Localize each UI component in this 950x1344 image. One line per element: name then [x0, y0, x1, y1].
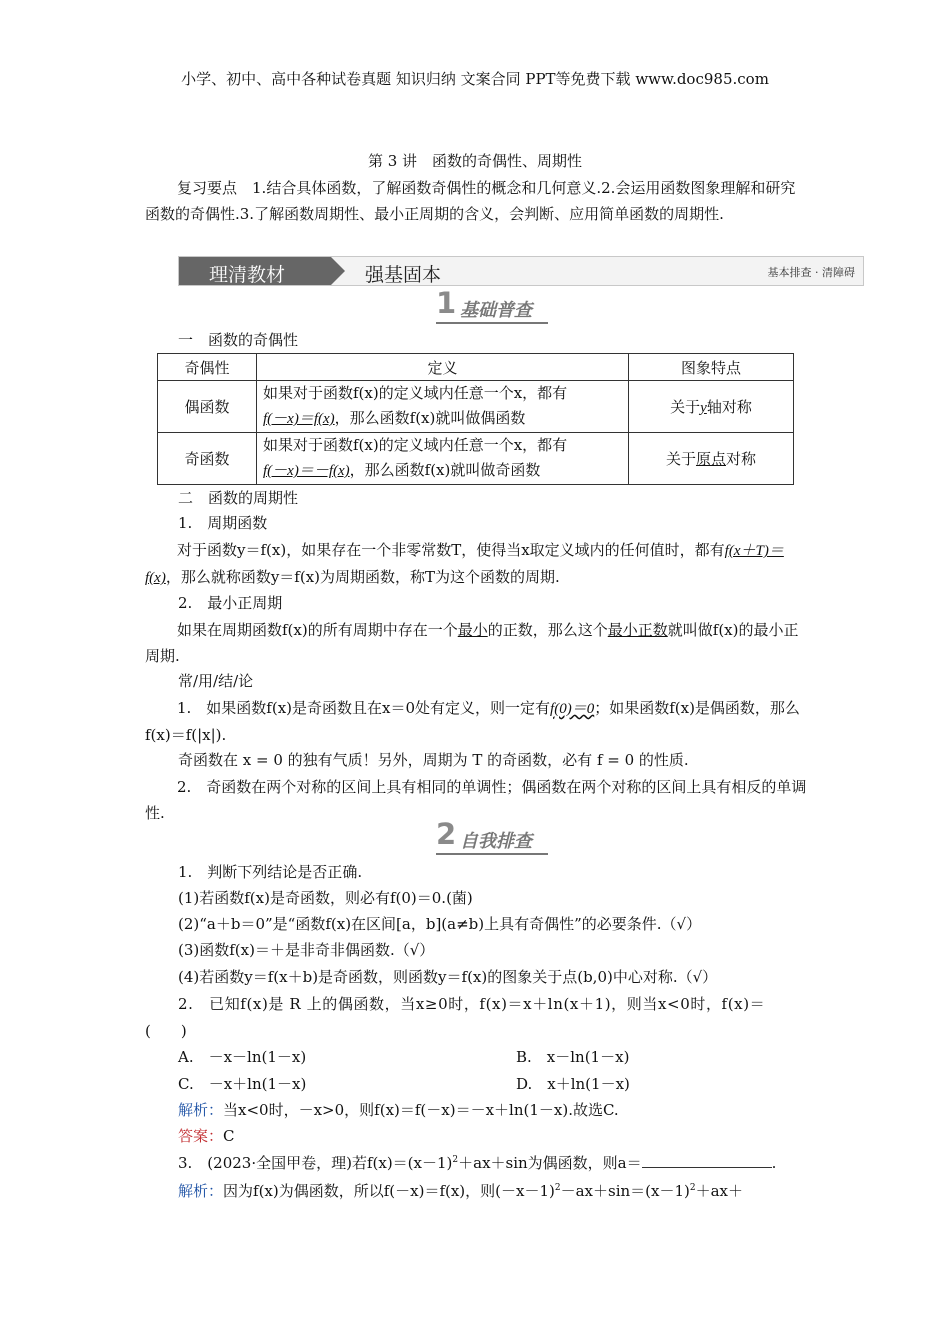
conclusions-label: 常/用/结/论: [178, 672, 254, 690]
q3-text: 3. (2023·全国甲卷，理)若f(x)＝(x－1): [178, 1154, 453, 1172]
section-banner: [178, 256, 864, 286]
feature-pre: 关于: [670, 398, 701, 416]
q3-sup: 2: [452, 1155, 459, 1165]
analysis-text: －ax＋sin＝(x－1): [560, 1182, 690, 1200]
banner-tag: 基本排查 · 清障碍: [767, 266, 855, 279]
def-line: 如果对于函数f(x)的定义域内任意一个x，都有: [263, 436, 568, 454]
section-number: 1: [436, 286, 457, 320]
review-points: [145, 175, 807, 227]
review-label: 复习要点: [177, 179, 238, 197]
section-badge-self-check: [436, 817, 548, 855]
section-label: 基础普查: [460, 300, 532, 321]
q1-item: (1)若函数f(x)是奇函数，则必有f(0)＝0.(菌): [178, 889, 473, 907]
row-name: 奇函数: [158, 433, 257, 485]
q3-analysis: [178, 1180, 743, 1201]
row-feature: [629, 433, 794, 485]
analysis-text: ＋ax＋: [695, 1182, 744, 1200]
min-period-text: 如果在周期函数f(x)的所有周期中存在一个: [177, 621, 458, 639]
site-header-text: 小学、初中、高中各种试卷真题 知识归纳 文案合同 PPT等免费下载 www.doc985.com: [181, 70, 769, 88]
answer-value: C: [223, 1127, 235, 1145]
feature-post: 对称: [726, 450, 757, 468]
feature-post: 轴对称: [706, 398, 752, 416]
q3-end: .: [771, 1154, 777, 1172]
feature-key: 原点: [695, 450, 726, 468]
section-number: 2: [436, 817, 457, 851]
def-line: [263, 406, 622, 432]
option-c[interactable]: C. －x＋ln(1－x): [178, 1075, 307, 1093]
banner-notch: [331, 257, 345, 285]
heading-period: 二 函数的周期性: [178, 489, 299, 507]
section-label: 自我排查: [460, 831, 532, 852]
table-header: 图象特点: [629, 354, 794, 381]
table-row: [158, 381, 794, 433]
min-period-definition: [145, 617, 807, 669]
row-definition: [257, 433, 629, 485]
feature-pre: 关于: [665, 450, 696, 468]
heading-parity: 一 函数的奇偶性: [178, 331, 299, 349]
conclusion-key: f(0)＝0: [550, 701, 595, 717]
q2-paren: ( ): [145, 1022, 187, 1040]
def-line: [263, 458, 622, 484]
def-condition: f(－x)＝－f(x): [263, 463, 350, 479]
analysis-text: 当x<0时，－x>0，则f(x)＝f(－x)＝－x＋ln(1－x).故选C.: [223, 1101, 619, 1119]
table-header: 定义: [257, 354, 629, 381]
parity-table: [157, 353, 794, 485]
answer-label: 答案：: [178, 1127, 224, 1145]
row-feature: [629, 381, 794, 433]
min-period-text: 的正数，那么这个: [487, 621, 608, 639]
periodic-definition: [145, 537, 807, 591]
def-condition: f(－x)＝f(x): [263, 411, 335, 427]
periodic-text: ，那么就称函数y＝f(x)为周期函数，称T为这个函数的周期.: [165, 568, 560, 586]
q3-stem: [178, 1152, 776, 1173]
analysis-text: 因为f(x)为偶函数，所以f(－x)＝f(x)，则(－x－1): [223, 1182, 555, 1200]
q1-item: (3)函数f(x)＝＋是非奇非偶函数.（√）: [178, 941, 435, 959]
row-definition: [257, 381, 629, 433]
min-period-text: 就叫做f(x)的最小正周期.: [145, 621, 799, 665]
conclusion-note: 奇函数在 x = 0 的独有气质！另外，周期为 T 的奇函数，必有 f = 0 的性质.: [178, 751, 689, 769]
def-line: 如果对于函数f(x)的定义域内任意一个x，都有: [263, 384, 568, 402]
banner-left-label: 理清教材: [209, 264, 286, 286]
feature-key: y: [700, 400, 707, 416]
table-header: 奇偶性: [158, 354, 257, 381]
q1-item: (2)“a＋b＝0”是“函数f(x)在区间[a，b](a≠b)上具有奇偶性”的必要条件.（√）: [178, 915, 702, 933]
q1-item: (4)若函数y＝f(x＋b)是奇函数，则函数y＝f(x)的图象关于点(b,0)中心对称.（√）: [178, 968, 718, 986]
q3-text: ＋ax＋sin为偶函数，则a＝: [458, 1154, 642, 1172]
min-period-key: 最小正数: [607, 621, 668, 639]
q3-sup: 2: [689, 1183, 696, 1193]
sub-heading-min-period: 2. 最小正周期: [178, 594, 283, 612]
section-badge-basic: [436, 286, 548, 324]
table-header-row: [158, 354, 794, 381]
conclusion-1: [145, 695, 807, 748]
review-text: 1.结合具体函数，了解函数奇偶性的概念和几何意义.2.会运用函数图象理解和研究函数的奇偶性.3.了解函数周期性、最小正周期的含义，会判断、应用简单函数的周期性.: [145, 179, 796, 223]
conclusion-text: 1. 如果函数f(x)是奇函数且在x＝0处有定义，则一定有: [177, 699, 551, 717]
q2-stem: 2. 已知f(x)是 R 上的偶函数，当x≥0时，f(x)＝x＋ln(x＋1)，则当x<0时，f(x)＝: [178, 995, 766, 1013]
q2-analysis: [178, 1099, 619, 1120]
conclusion-2: 2. 奇函数在两个对称的区间上具有相同的单调性；偶函数在两个对称的区间上具有相反的单调性.: [145, 778, 807, 822]
page-title: 第 3 讲 函数的奇偶性、周期性: [367, 152, 583, 170]
analysis-label: 解析：: [178, 1101, 224, 1119]
sub-heading-periodic: 1. 周期函数: [178, 514, 268, 532]
periodic-key: f(x＋T)＝f(x): [145, 543, 784, 586]
option-b[interactable]: B. x－ln(1－x): [516, 1048, 630, 1066]
row-name: 偶函数: [158, 381, 257, 433]
table-row: [158, 433, 794, 485]
analysis-label: 解析：: [178, 1182, 224, 1200]
option-d[interactable]: D. x＋ln(1－x): [516, 1075, 630, 1093]
conclusion-text: ；如果函数f(x)是偶函数，那么f(x)＝f(|x|).: [145, 699, 800, 744]
def-rest: ，那么函数f(x)就叫做偶函数: [334, 409, 526, 427]
q2-answer: [178, 1125, 235, 1146]
answer-blank[interactable]: [642, 1153, 772, 1168]
q1-stem: 1. 判断下列结论是否正确.: [178, 863, 363, 881]
def-rest: ，那么函数f(x)就叫做奇函数: [349, 461, 541, 479]
banner-right-label: 强基固本: [365, 264, 442, 286]
q3-sup: 2: [554, 1183, 561, 1193]
min-period-key: 最小: [457, 621, 488, 639]
option-a[interactable]: A. －x－ln(1－x): [178, 1048, 307, 1066]
periodic-text: 对于函数y＝f(x)，如果存在一个非零常数T，使得当x取定义域内的任何值时，都有: [177, 541, 725, 559]
